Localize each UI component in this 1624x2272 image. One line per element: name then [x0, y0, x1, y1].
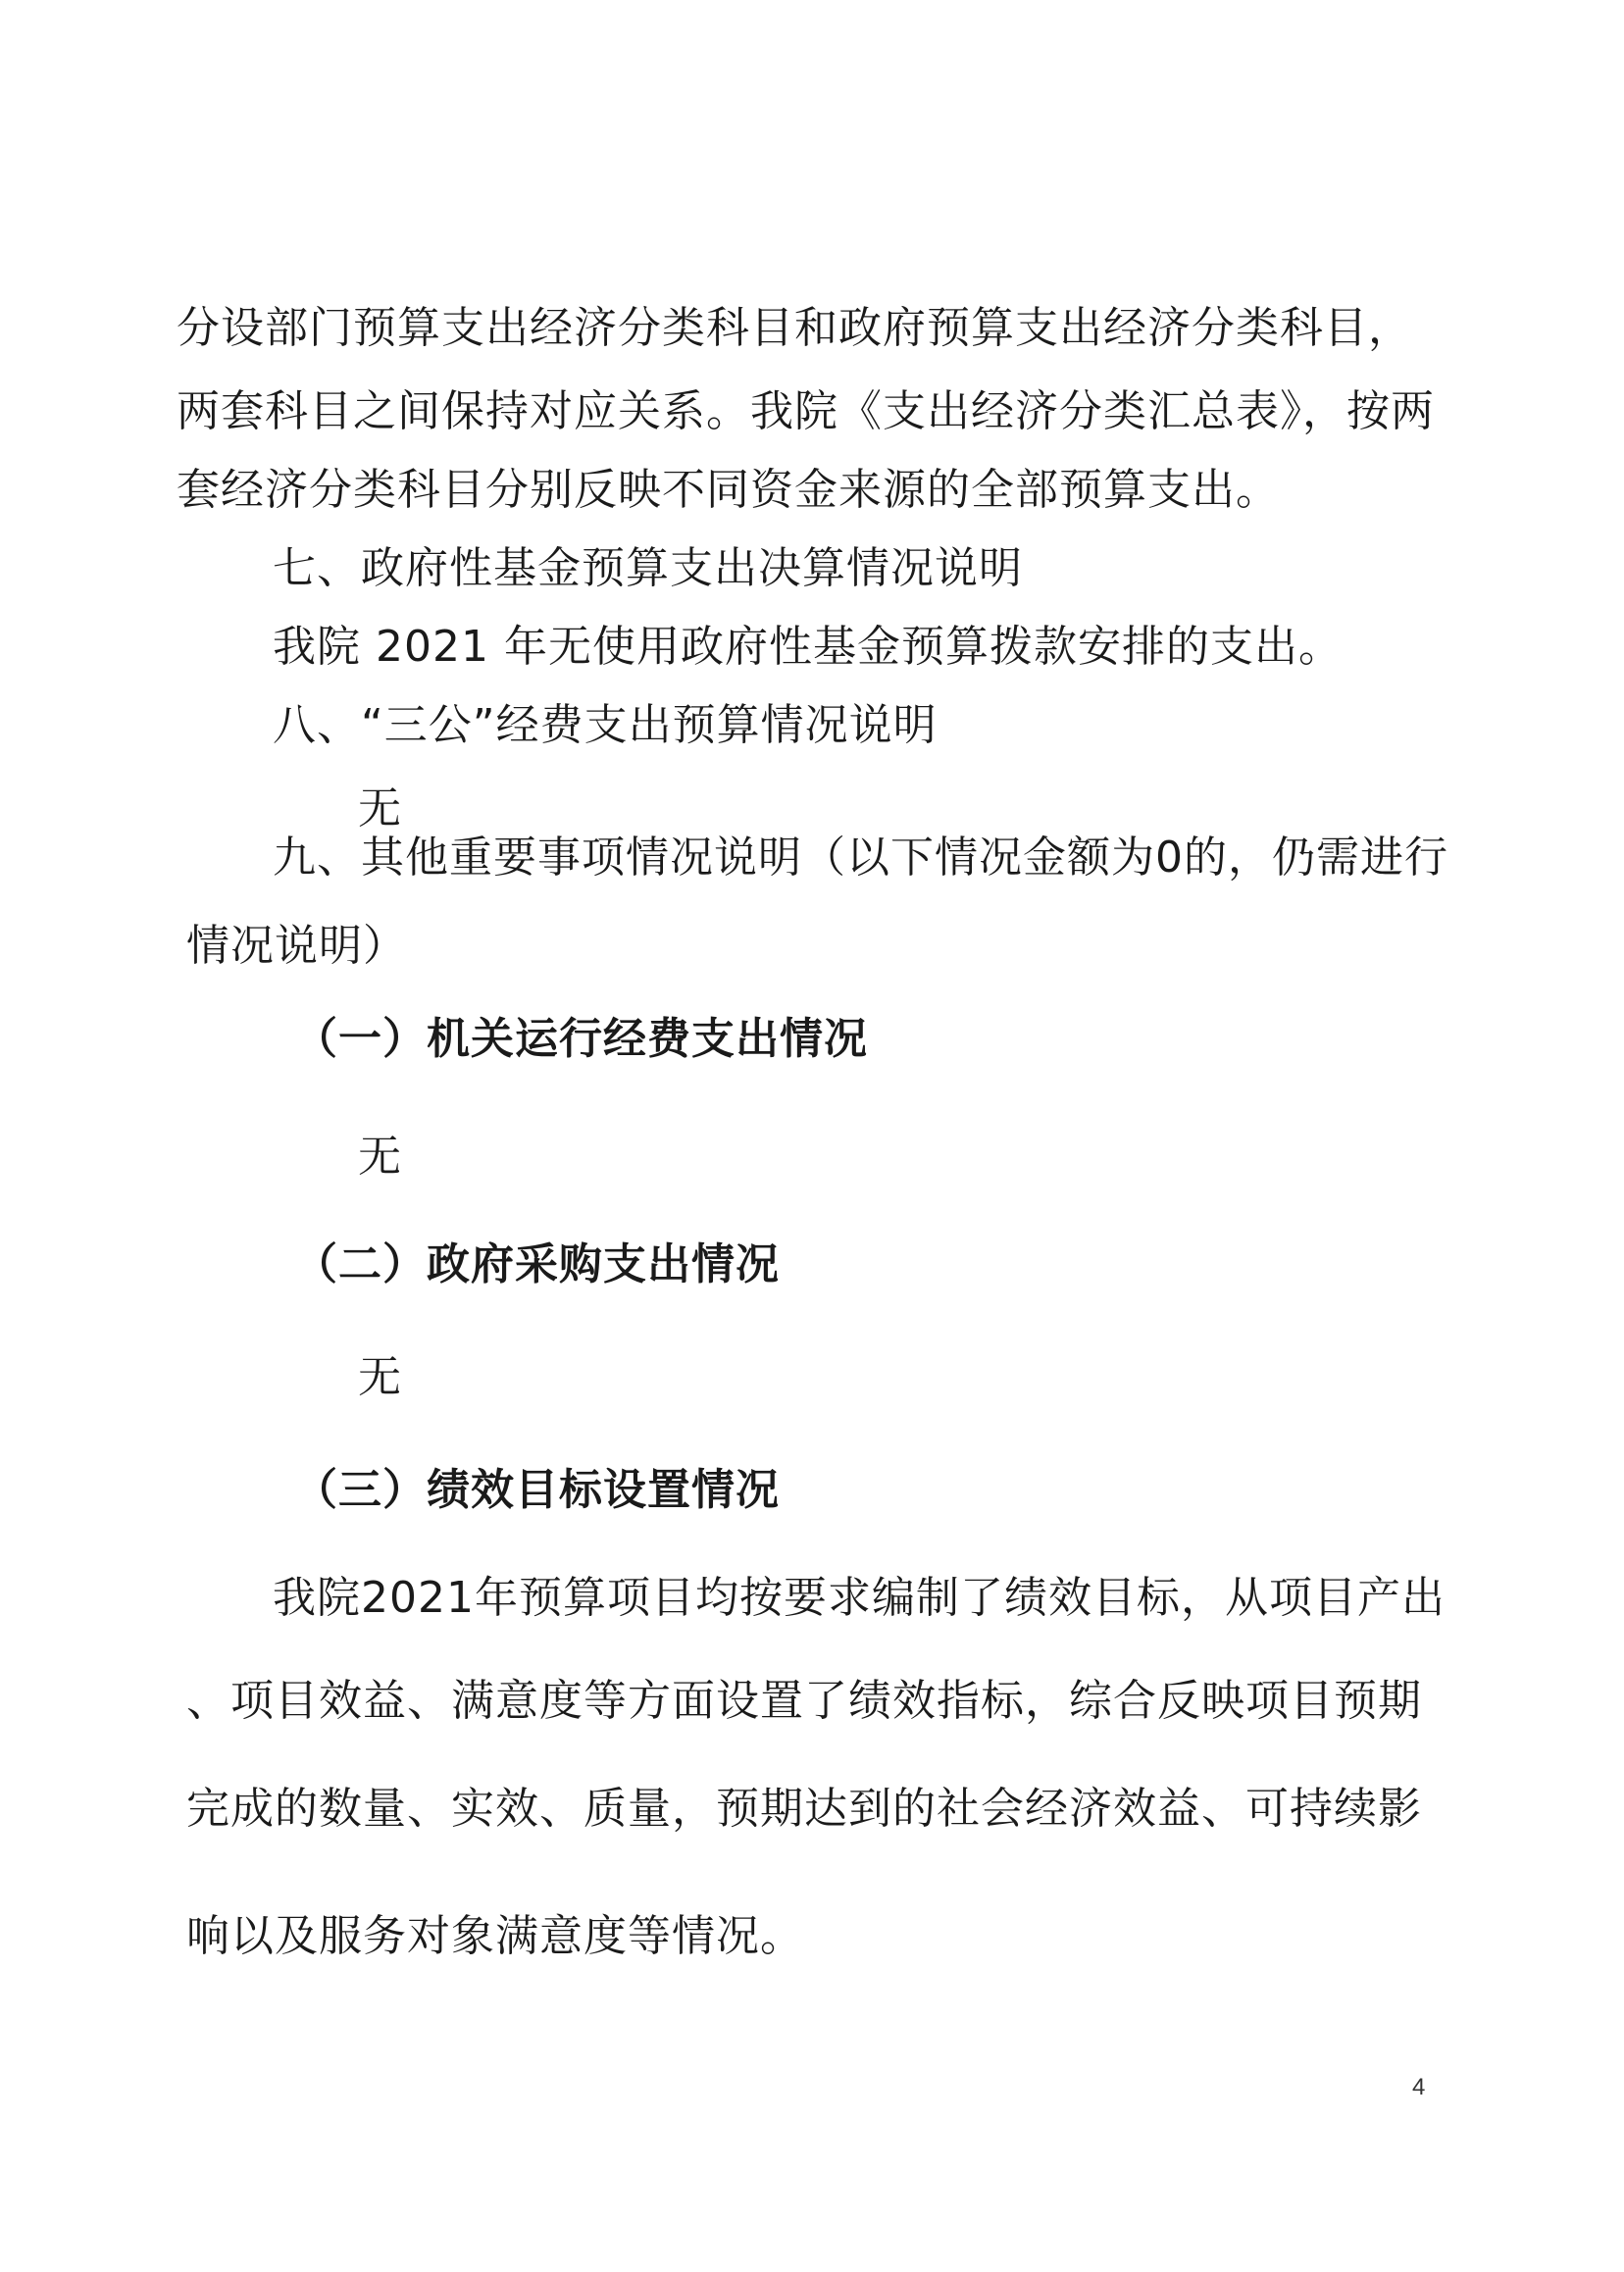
subsection-2-body: 无: [358, 1352, 402, 1402]
subsection-3-heading: （三）绩效目标设置情况: [294, 1465, 780, 1515]
section-9-heading-cont: 情况说明）: [186, 921, 407, 971]
page-number: 4: [1412, 2074, 1426, 2100]
subsection-2-heading: （二）政府采购支出情况: [294, 1239, 780, 1289]
section-7-heading: 七、政府性基金预算支出决算情况说明: [273, 543, 1023, 593]
paragraph-line: 、项目效益、满意度等方面设置了绩效指标，综合反映项目预期: [186, 1676, 1422, 1726]
paragraph-line: 分设部门预算支出经济分类科目和政府预算支出经济分类科目，: [177, 303, 1412, 353]
section-8-body: 无: [358, 783, 402, 833]
section-8-heading: 八、“三公”经费支出预算情况说明: [273, 700, 938, 750]
paragraph-line: 两套科目之间保持对应关系。我院《支出经济分类汇总表》，按两: [177, 386, 1435, 436]
section-9-heading: 九、其他重要事项情况说明（以下情况金额为0的，仍需进行: [273, 833, 1448, 883]
subsection-1-body: 无: [358, 1132, 402, 1182]
paragraph-line: 完成的数量、实效、质量，预期达到的社会经济效益、可持续影: [186, 1784, 1422, 1834]
subsection-1-heading: （一）机关运行经费支出情况: [294, 1014, 868, 1064]
paragraph-line: 我院2021年预算项目均按要求编制了绩效目标，从项目产出: [273, 1573, 1446, 1623]
paragraph-line: 套经济分类科目分别反映不同资金来源的全部预算支出。: [177, 465, 1280, 515]
section-7-body: 我院 2021 年无使用政府性基金预算拨款安排的支出。: [273, 622, 1343, 672]
paragraph-line: 响以及服务对象满意度等情况。: [186, 1911, 804, 1961]
